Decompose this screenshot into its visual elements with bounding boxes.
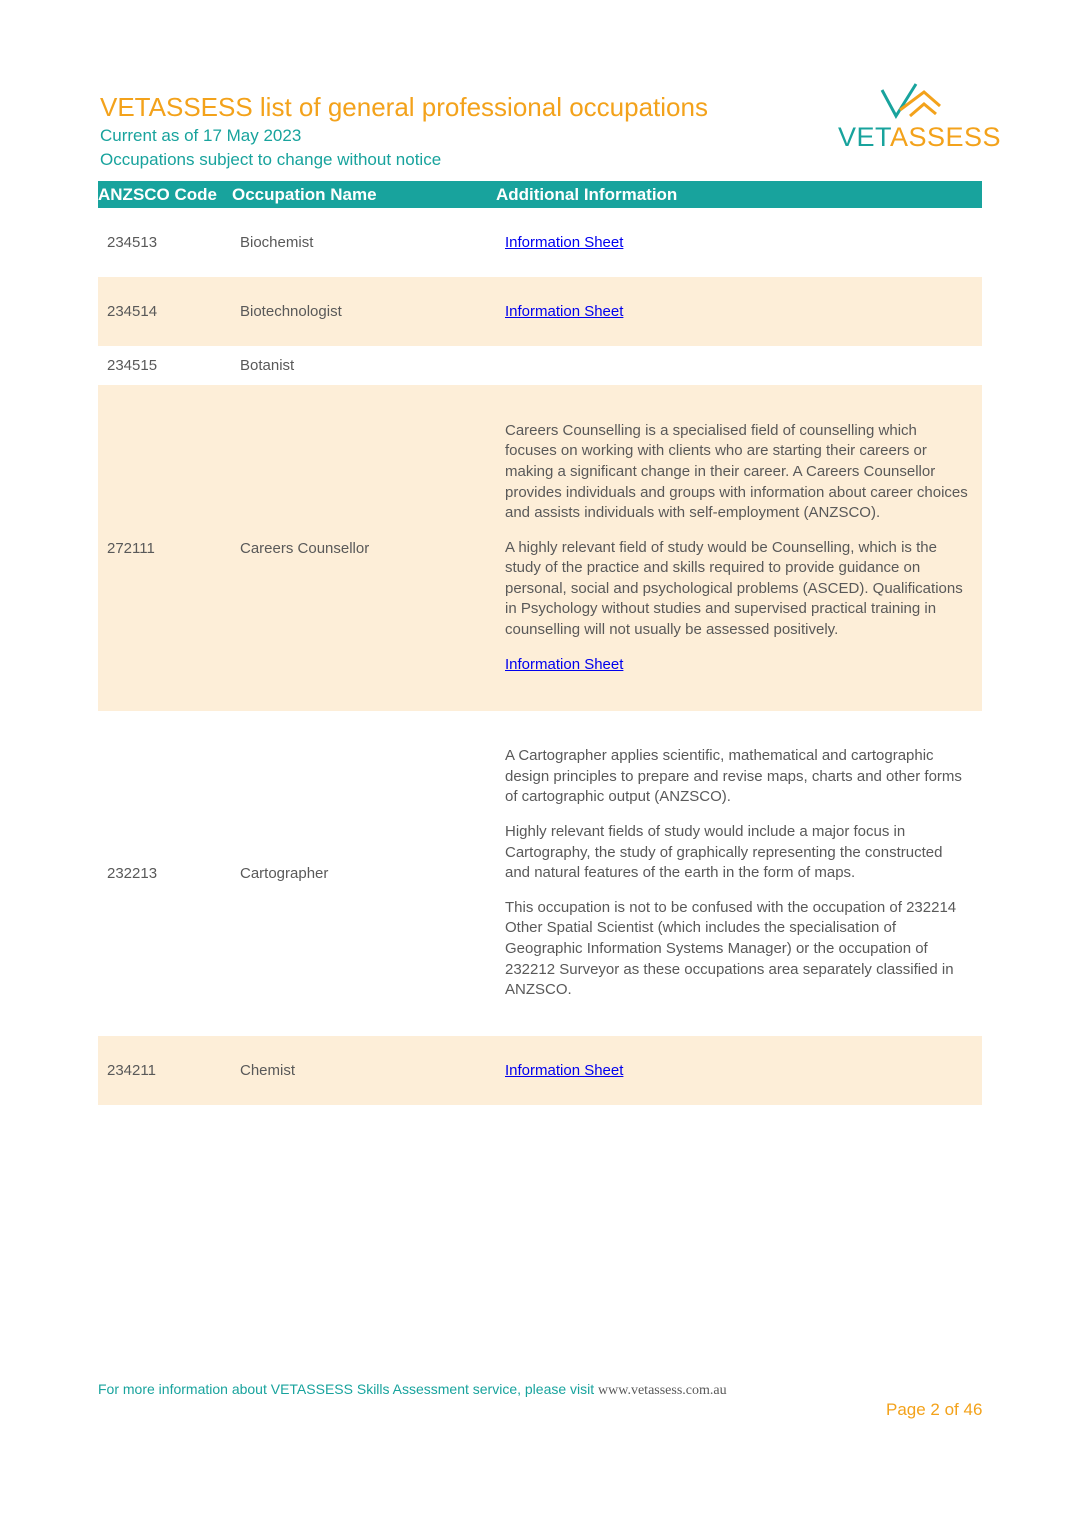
table-row bbox=[98, 711, 982, 1036]
logo-text-assess: ASSESS bbox=[890, 122, 1002, 152]
anzsco-code: 234514 bbox=[107, 303, 158, 320]
additional-information bbox=[505, 746, 982, 1001]
occupation-name: Chemist bbox=[240, 1062, 296, 1079]
current-as-of-date: Current as of 17 May 2023 bbox=[100, 126, 302, 145]
information-sheet-link[interactable]: Information Sheet bbox=[505, 655, 624, 673]
table-header-row bbox=[98, 181, 982, 208]
footer-url[interactable]: www.vetassess.com.au bbox=[598, 1383, 727, 1398]
page-title: VETASSESS list of general professional occupations bbox=[100, 92, 708, 122]
logo-wordmark bbox=[838, 122, 1001, 152]
additional-information bbox=[505, 303, 982, 320]
header-anzsco-code: ANZSCO Code bbox=[98, 185, 217, 204]
occupation-name: Biochemist bbox=[240, 234, 314, 251]
occupations-table bbox=[98, 181, 982, 1105]
occupation-name: Cartographer bbox=[240, 865, 329, 882]
information-sheet-link[interactable]: Information Sheet bbox=[505, 234, 624, 251]
footer-note bbox=[98, 1381, 727, 1399]
occupation-name: Careers Counsellor bbox=[240, 539, 370, 557]
anzsco-code: 232213 bbox=[107, 865, 158, 882]
table-row bbox=[98, 1036, 982, 1105]
anzsco-code: 234513 bbox=[107, 234, 158, 251]
additional-information bbox=[505, 421, 982, 676]
information-sheet-link[interactable]: Information Sheet bbox=[505, 1062, 624, 1079]
footer-text: For more information about VETASSESS Skills Assessment service, please visit bbox=[98, 1381, 599, 1397]
table-row bbox=[98, 346, 982, 385]
vetassess-logo-mark-icon bbox=[838, 80, 986, 122]
info-paragraph: Highly relevant fields of study would include a major focus in Cartography, the study of graphically representing the constructed and natural features of the earth in the form of maps. bbox=[505, 823, 943, 882]
info-paragraph: A highly relevant field of study would be Counselling, which is the study of the practice and skills required to provide guidance on personal, social and psychological problems (ASCED). Qualifications in Psychology without studies and supervised practical training in counselling will not usually be assessed positively. bbox=[505, 538, 963, 639]
info-paragraph: A Cartographer applies scientific, mathematical and cartographic design principles to prepare and revise maps, charts and other forms of cartographic output (ANZSCO). bbox=[505, 747, 962, 806]
change-notice: Occupations subject to change without notice bbox=[100, 150, 442, 169]
additional-information bbox=[505, 1062, 982, 1079]
information-sheet-link[interactable]: Information Sheet bbox=[505, 303, 624, 320]
page-number: Page 2 of 46 bbox=[886, 1400, 983, 1419]
anzsco-code: 234515 bbox=[107, 357, 158, 374]
vetassess-logo bbox=[838, 80, 1002, 152]
header-additional-information: Additional Information bbox=[496, 185, 678, 204]
info-paragraph: This occupation is not to be confused with the occupation of 232214 Other Spatial Scientist (which includes the specialisation of Geographic Information Systems Manager) or the occupation of 232212 Surveyor as these occupations area separately classified in ANZSCO. bbox=[505, 898, 957, 999]
logo-text-vet: VET bbox=[838, 122, 891, 152]
occupation-name: Biotechnologist bbox=[240, 303, 342, 320]
table-row bbox=[98, 277, 982, 346]
anzsco-code: 272111 bbox=[107, 539, 155, 557]
additional-information bbox=[505, 234, 982, 251]
table-row bbox=[98, 208, 982, 277]
occupation-name: Botanist bbox=[240, 357, 295, 374]
info-paragraph: Careers Counselling is a specialised field of counselling which focuses on working with clients who are starting their careers or making a significant change in their career. A Careers Counsellor provides individuals and groups with information about career choices and assists individuals with self-employment (ANZSCO). bbox=[505, 421, 968, 522]
table-row bbox=[98, 385, 982, 711]
anzsco-code: 234211 bbox=[107, 1062, 156, 1079]
header-occupation-name: Occupation Name bbox=[232, 185, 377, 204]
